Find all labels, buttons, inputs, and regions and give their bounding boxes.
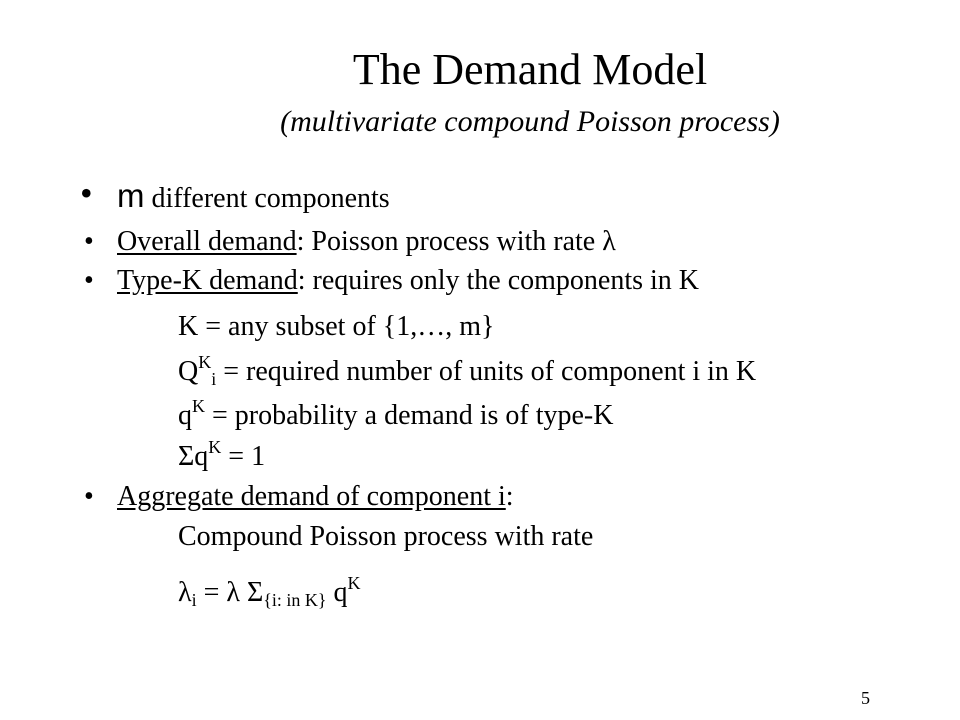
bullet-overall-demand [117,227,616,258]
overall-demand-label: Overall demand [117,226,297,257]
slide-subtitle: (multivariate compound Poisson process) [280,105,780,138]
bullet-type-k-demand [117,266,699,297]
sum-qk-equation: $\Sigma q^K = 1$ [178,437,266,472]
bullet-dot: • [80,173,93,213]
bullet-components [117,178,390,215]
bullet-dot: • [84,226,94,257]
m-variable: m [117,177,145,214]
bullet-dot: • [84,481,94,512]
page-number: 5 [861,688,870,708]
compound-poisson-text: Compound Poisson process with rate [178,521,594,552]
aggregate-demand-label: Aggregate demand of component i [117,481,506,512]
overall-demand-text: : Poisson process with rate λ [296,226,616,257]
type-k-label: Type-K demand [117,265,298,296]
bullet-dot: • [84,265,94,296]
qki-definition: $Q^K_i$ = required number of units of component i in K [178,352,757,389]
lambda-i-equation: $\lambda_i = \lambda$ $\Sigma_{\{i: in K\}}$ $q^K$ [178,573,361,610]
slide-title: The Demand Model [352,45,708,94]
components-text: different components [151,183,390,214]
bullet-aggregate-demand: Aggregate demand of component i: [117,481,514,512]
qk-definition: $q^K$ = probability a demand is of type-K [178,396,614,431]
k-definition: K = any subset of {1,…, m} [178,311,495,342]
type-k-text: : requires only the components in K [297,265,700,296]
